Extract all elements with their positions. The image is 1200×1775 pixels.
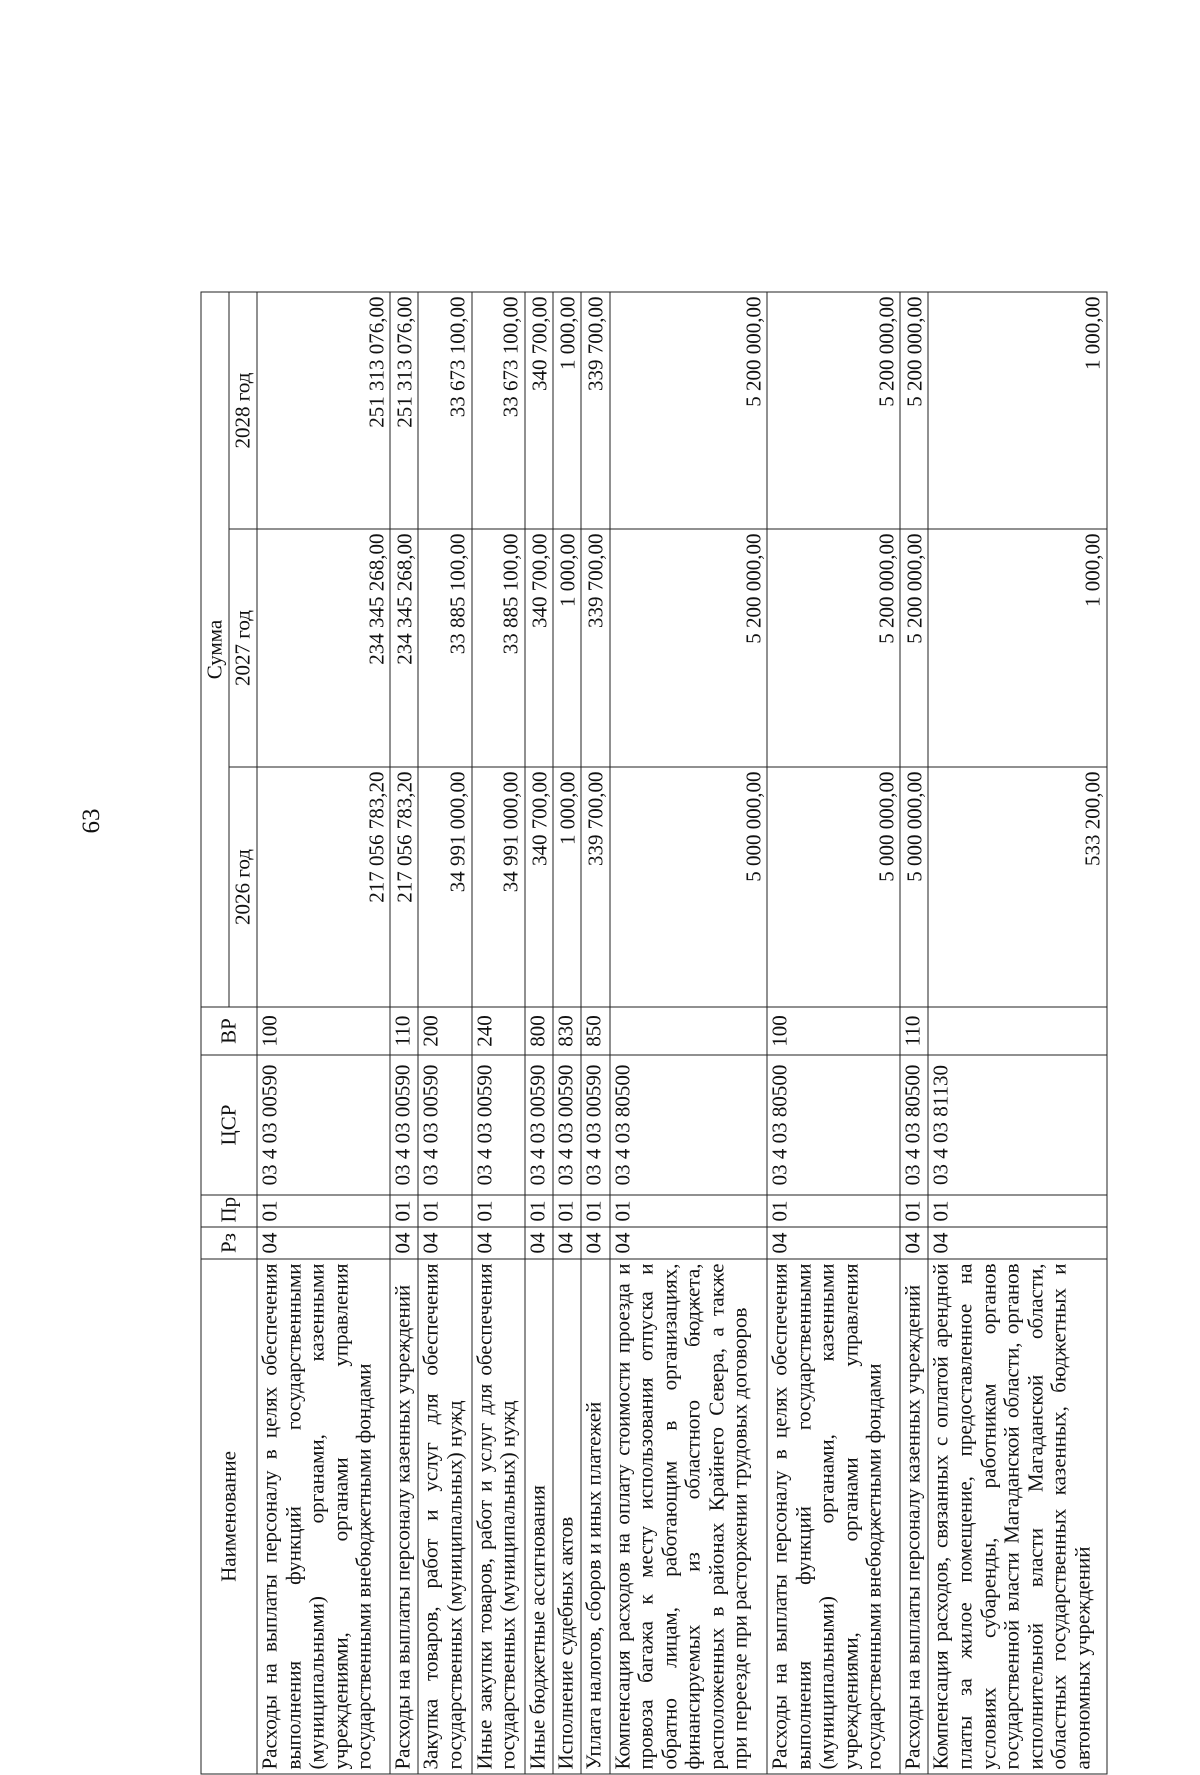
table-row [900, 292, 928, 1774]
row-pr: 01 [928, 1195, 1107, 1227]
row-sum-2028: 5 200 000,00 [767, 292, 900, 529]
row-csr: 03 4 03 00590 [472, 1055, 525, 1195]
row-rz: 04 [767, 1227, 900, 1259]
row-sum-2027: 5 200 000,00 [900, 529, 928, 767]
row-vr: 200 [418, 1007, 471, 1055]
row-pr: 01 [472, 1195, 525, 1227]
row-sum-2027: 1 000,00 [928, 529, 1107, 767]
row-sum-2028: 5 200 000,00 [900, 292, 928, 529]
table-row [928, 292, 1107, 1774]
row-vr: 830 [553, 1007, 581, 1055]
row-pr: 01 [553, 1195, 581, 1227]
row-sum-2028: 251 313 076,00 [390, 292, 418, 529]
header-csr: ЦСР [201, 1055, 257, 1195]
row-rz: 04 [610, 1227, 768, 1259]
row-csr: 03 4 03 00590 [418, 1055, 471, 1195]
row-sum-2027: 340 700,00 [525, 529, 553, 767]
table-row [418, 292, 471, 1774]
table-row [525, 292, 553, 1774]
row-sum-2028: 5 200 000,00 [610, 292, 768, 529]
row-sum-2026: 340 700,00 [525, 767, 553, 1007]
row-name: Уплата налогов, сборов и иных платежей [581, 1259, 609, 1774]
row-sum-2026: 217 056 783,20 [390, 767, 418, 1007]
row-pr: 01 [390, 1195, 418, 1227]
row-vr: 240 [472, 1007, 525, 1055]
row-pr: 01 [767, 1195, 900, 1227]
row-pr: 01 [610, 1195, 768, 1227]
table-row [553, 292, 581, 1774]
row-name: Расходы на выплаты персоналу казенных учреждений [900, 1259, 928, 1774]
header-name: Наименование [201, 1259, 257, 1774]
row-rz: 04 [257, 1227, 390, 1259]
row-vr: 110 [900, 1007, 928, 1055]
row-csr: 03 4 03 00590 [525, 1055, 553, 1195]
row-rz: 04 [390, 1227, 418, 1259]
header-year-2026: 2026 год [229, 767, 257, 1007]
row-vr: 110 [390, 1007, 418, 1055]
page-number: 63 [78, 808, 105, 834]
row-vr: 850 [581, 1007, 609, 1055]
row-rz: 04 [928, 1227, 1107, 1259]
row-sum-2028: 33 673 100,00 [472, 292, 525, 529]
header-sum: Сумма [201, 292, 229, 1007]
row-pr: 01 [418, 1195, 471, 1227]
header-year-2028: 2028 год [229, 292, 257, 529]
header-year-2027: 2027 год [229, 529, 257, 767]
row-name: Исполнение судебных актов [553, 1259, 581, 1774]
row-sum-2028: 251 313 076,00 [257, 292, 390, 529]
row-rz: 04 [525, 1227, 553, 1259]
row-csr: 03 4 03 80500 [610, 1055, 768, 1195]
row-sum-2028: 1 000,00 [553, 292, 581, 529]
row-pr: 01 [581, 1195, 609, 1227]
row-name: Закупка товаров, работ и услуг для обеспечения государственных (муниципальных) нужд [418, 1259, 471, 1774]
row-sum-2028: 33 673 100,00 [418, 292, 471, 529]
row-rz: 04 [418, 1227, 471, 1259]
row-csr: 03 4 03 00590 [581, 1055, 609, 1195]
row-name: Компенсация расходов, связанных с оплатой арендной платы за жилое помещение, предоставленное на условиях субаренды, работникам органов государственной власти Магаданской области, органов исполнительной власти Магаданской области, областных государственных казенных, бюджетных и автономных учреждений [928, 1259, 1107, 1774]
row-sum-2028: 1 000,00 [928, 292, 1107, 529]
row-name: Расходы на выплаты персоналу в целях обеспечения выполнения функций государственными (муниципальными) органами, казенными учреждениями, органами управления государственными внебюджетными фондами [767, 1259, 900, 1774]
row-sum-2026: 339 700,00 [581, 767, 609, 1007]
row-pr: 01 [257, 1195, 390, 1227]
row-sum-2028: 339 700,00 [581, 292, 609, 529]
row-vr [610, 1007, 768, 1055]
row-sum-2027: 234 345 268,00 [390, 529, 418, 767]
row-name: Иные закупки товаров, работ и услуг для обеспечения государственных (муниципальных) нужд [472, 1259, 525, 1774]
row-sum-2027: 1 000,00 [553, 529, 581, 767]
row-sum-2026: 217 056 783,20 [257, 767, 390, 1007]
table-row [390, 292, 418, 1774]
row-sum-2026: 533 200,00 [928, 767, 1107, 1007]
row-sum-2026: 1 000,00 [553, 767, 581, 1007]
row-vr: 800 [525, 1007, 553, 1055]
row-rz: 04 [581, 1227, 609, 1259]
table-row [472, 292, 525, 1774]
row-sum-2026: 5 000 000,00 [767, 767, 900, 1007]
table-row [767, 292, 900, 1774]
row-vr: 100 [257, 1007, 390, 1055]
row-name: Иные бюджетные ассигнования [525, 1259, 553, 1774]
row-sum-2027: 33 885 100,00 [418, 529, 471, 767]
row-sum-2027: 339 700,00 [581, 529, 609, 767]
row-csr: 03 4 03 00590 [553, 1055, 581, 1195]
row-sum-2028: 340 700,00 [525, 292, 553, 529]
row-sum-2027: 33 885 100,00 [472, 529, 525, 767]
table-row [257, 292, 390, 1774]
row-rz: 04 [900, 1227, 928, 1259]
budget-table [201, 291, 1108, 1774]
row-vr: 100 [767, 1007, 900, 1055]
row-sum-2026: 34 991 000,00 [472, 767, 525, 1007]
row-name: Расходы на выплаты персоналу в целях обеспечения выполнения функций государственными (муниципальными) органами, казенными учреждениями, органами управления государственными внебюджетными фондами [257, 1259, 390, 1774]
row-csr: 03 4 03 80500 [767, 1055, 900, 1195]
header-rz: Рз [201, 1227, 257, 1259]
header-vr: ВР [201, 1007, 257, 1055]
row-csr: 03 4 03 00590 [390, 1055, 418, 1195]
header-pr: Пр [201, 1195, 257, 1227]
row-sum-2026: 5 000 000,00 [900, 767, 928, 1007]
row-sum-2027: 5 200 000,00 [767, 529, 900, 767]
row-vr [928, 1007, 1107, 1055]
row-rz: 04 [472, 1227, 525, 1259]
row-csr: 03 4 03 00590 [257, 1055, 390, 1195]
row-sum-2027: 5 200 000,00 [610, 529, 768, 767]
row-sum-2027: 234 345 268,00 [257, 529, 390, 767]
table-row [610, 292, 768, 1774]
table-row [581, 292, 609, 1774]
row-pr: 01 [525, 1195, 553, 1227]
row-sum-2026: 34 991 000,00 [418, 767, 471, 1007]
row-sum-2026: 5 000 000,00 [610, 767, 768, 1007]
budget-table-wrapper [201, 293, 1108, 1775]
row-rz: 04 [553, 1227, 581, 1259]
row-name: Расходы на выплаты персоналу казенных учреждений [390, 1259, 418, 1774]
row-csr: 03 4 03 81130 [928, 1055, 1107, 1195]
row-pr: 01 [900, 1195, 928, 1227]
row-name: Компенсация расходов на оплату стоимости проезда и провоза багажа к месту использования отпуска и обратно лицам, работающим в организациях, финансируемых из областного бюджета, расположенных в районах Крайнего Севера, а также при переезде при расторжении трудовых договоров [610, 1259, 768, 1774]
row-csr: 03 4 03 80500 [900, 1055, 928, 1195]
